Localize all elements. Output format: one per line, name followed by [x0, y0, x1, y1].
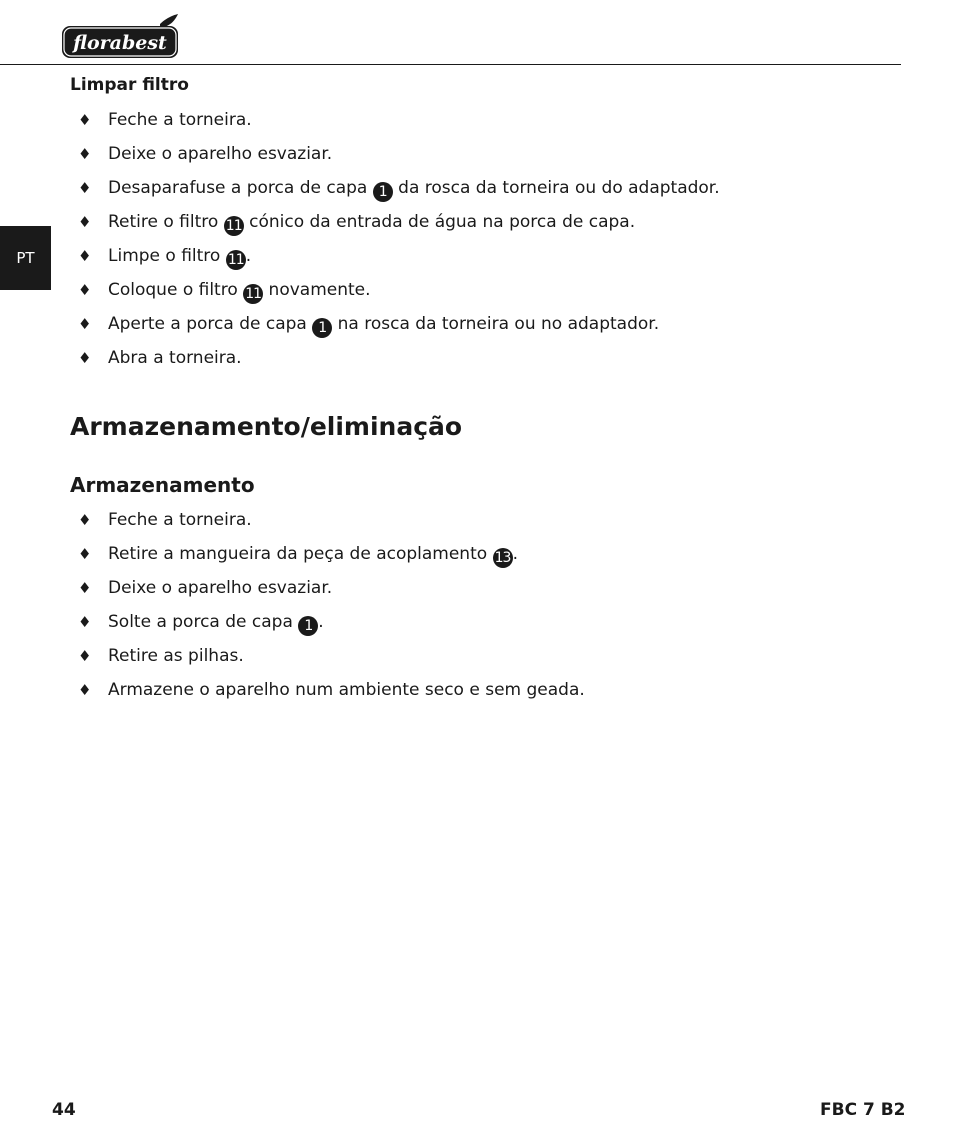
step-text: Retire a mangueira da peça de acoplamento — [108, 544, 493, 564]
logo-text: florabest — [73, 32, 167, 54]
part-reference-badge: 11 — [224, 216, 244, 236]
list-item — [0, 247, 900, 281]
list-item — [0, 349, 900, 383]
step-text: Deixe o aparelho esvaziar. — [108, 144, 333, 164]
step-text: Deixe o aparelho esvaziar. — [108, 578, 333, 598]
step-text: Retire as pilhas. — [108, 646, 244, 666]
diamond-bullet-icon: ♦ — [78, 213, 92, 231]
step-text-continued: na rosca da torneira ou no adaptador. — [332, 314, 660, 334]
list-item — [0, 681, 900, 715]
diamond-bullet-icon: ♦ — [78, 111, 92, 129]
list-item — [0, 179, 900, 213]
part-reference-badge: 13 — [493, 548, 513, 568]
part-reference-badge: 11 — [226, 250, 246, 270]
step-text: Aperte a porca de capa — [108, 314, 313, 334]
part-reference-badge: 11 — [243, 284, 263, 304]
part-reference-badge: 1 — [312, 318, 332, 338]
diamond-bullet-icon: ♦ — [78, 681, 92, 699]
step-text: Desaparafuse a porca de capa — [108, 178, 373, 198]
step-text-continued: da rosca da torneira ou do adaptador. — [392, 178, 720, 198]
page-title: Armazenamento/eliminação — [70, 412, 463, 441]
diamond-bullet-icon: ♦ — [78, 647, 92, 665]
step-text: Armazene o aparelho num ambiente seco e sem geada. — [108, 680, 585, 700]
page-number: 44 — [52, 1100, 76, 1120]
step-text: Limpe o filtro — [108, 246, 226, 266]
diamond-bullet-icon: ♦ — [78, 511, 92, 529]
step-text: Retire o filtro — [108, 212, 224, 232]
diamond-bullet-icon: ♦ — [78, 179, 92, 197]
list-item — [0, 281, 900, 315]
list-item — [0, 213, 900, 247]
step-text: Coloque o filtro — [108, 280, 244, 300]
diamond-bullet-icon: ♦ — [78, 315, 92, 333]
list-item — [0, 613, 900, 647]
step-text-continued: cónico da entrada de água na porca de capa. — [243, 212, 636, 232]
list-item — [0, 111, 900, 145]
diamond-bullet-icon: ♦ — [78, 613, 92, 631]
step-text-continued: . — [318, 612, 324, 632]
list-item — [0, 145, 900, 179]
list-item — [0, 315, 900, 349]
diamond-bullet-icon: ♦ — [78, 145, 92, 163]
list-item — [0, 647, 900, 681]
cleaning-steps-list — [0, 111, 900, 383]
diamond-bullet-icon: ♦ — [78, 579, 92, 597]
part-reference-badge: 1 — [298, 616, 318, 636]
step-text-continued: . — [245, 246, 252, 266]
section-heading-limpar-filtro: Limpar filtro — [70, 75, 189, 95]
step-text: Feche a torneira. — [108, 110, 252, 130]
storage-steps-list — [0, 511, 900, 715]
header-divider — [0, 64, 901, 65]
step-text-continued: . — [512, 544, 518, 564]
diamond-bullet-icon: ♦ — [78, 545, 92, 563]
step-text: Solte a porca de capa — [108, 612, 299, 632]
florabest-logo — [60, 14, 180, 60]
model-number: FBC 7 B2 — [820, 1100, 906, 1120]
diamond-bullet-icon: ♦ — [78, 247, 92, 265]
diamond-bullet-icon: ♦ — [78, 349, 92, 367]
section-heading-armazenamento: Armazenamento — [70, 473, 255, 497]
list-item — [0, 579, 900, 613]
list-item — [0, 511, 900, 545]
list-item — [0, 545, 900, 579]
language-tab: PT — [0, 226, 51, 290]
part-reference-badge: 1 — [373, 182, 393, 202]
diamond-bullet-icon: ♦ — [78, 281, 92, 299]
step-text: Abra a torneira. — [108, 348, 242, 368]
step-text: Feche a torneira. — [108, 510, 252, 530]
step-text-continued: novamente. — [263, 280, 371, 300]
